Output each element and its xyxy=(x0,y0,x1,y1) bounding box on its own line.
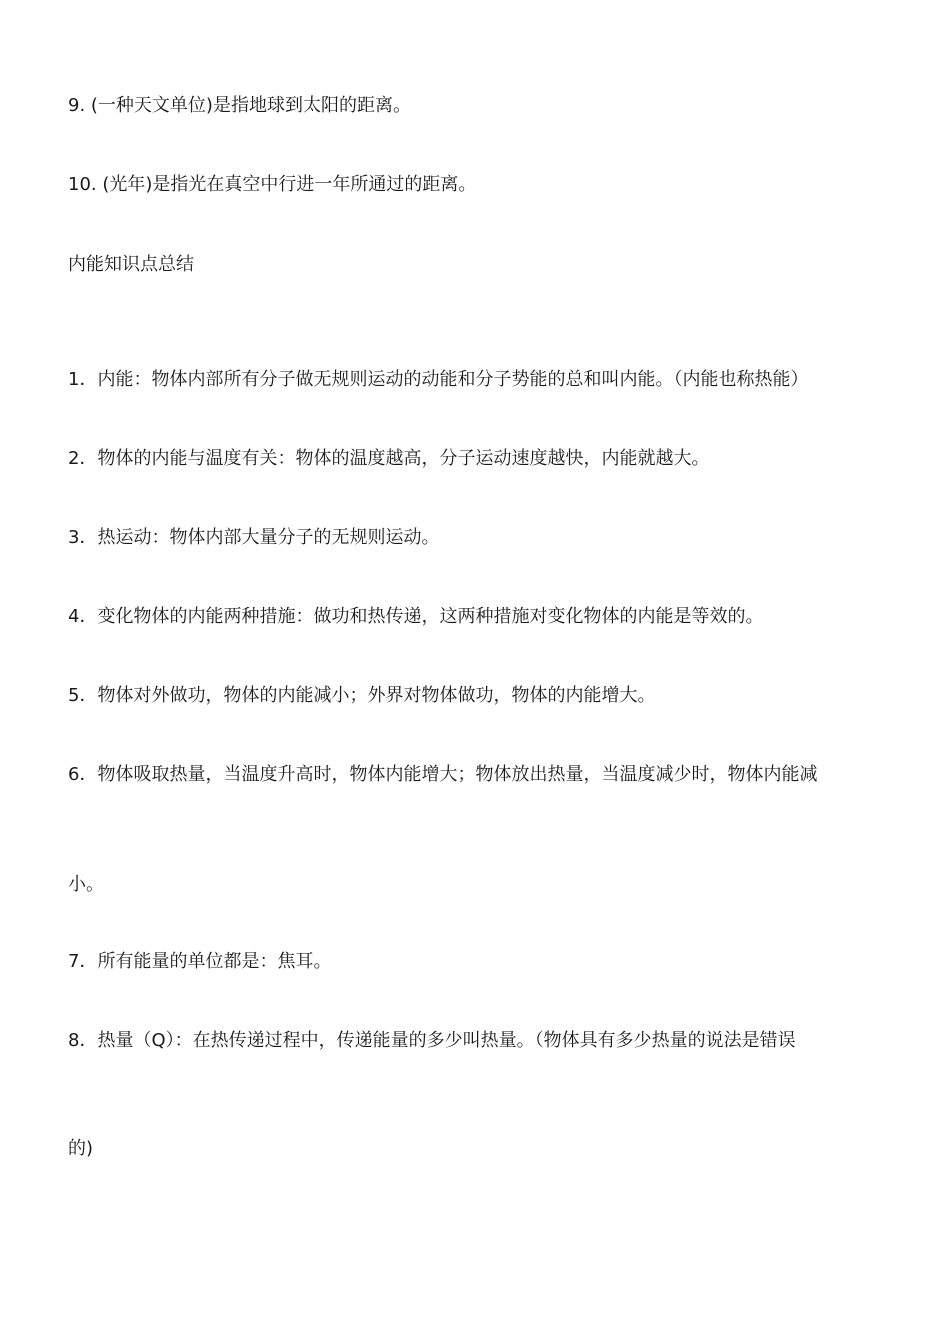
point-3-thermal-motion: 3．热运动：物体内部大量分子的无规则运动。 xyxy=(68,527,440,548)
point-6-continuation: 小。 xyxy=(68,874,104,895)
item-9-astronomical-unit: 9. (一种天文单位)是指地球到太阳的距离。 xyxy=(68,95,411,116)
point-8-heat-quantity: 8．热量（Q）：在热传递过程中，传递能量的多少叫热量。（物体具有多少热量的说法是错误 xyxy=(68,1030,796,1051)
point-5-work: 5．物体对外做功，物体的内能减小；外界对物体做功，物体的内能增大。 xyxy=(68,685,656,706)
point-6-heat-absorb: 6．物体吸取热量，当温度升高时，物体内能增大；物体放出热量，当温度减少时，物体内能减 xyxy=(68,764,818,785)
item-10-light-year: 10. (光年)是指光在真空中行进一年所通过的距离。 xyxy=(68,174,477,195)
point-1-internal-energy: 1．内能：物体内部所有分子做无规则运动的动能和分子势能的总和叫内能。（内能也称热能） xyxy=(68,369,809,390)
point-8-continuation: 的) xyxy=(68,1138,94,1159)
point-2-temperature: 2．物体的内能与温度有关：物体的温度越高，分子运动速度越快，内能就越大。 xyxy=(68,448,710,469)
point-7-energy-unit: 7．所有能量的单位都是：焦耳。 xyxy=(68,951,332,972)
point-4-change-methods: 4．变化物体的内能两种措施：做功和热传递，这两种措施对变化物体的内能是等效的。 xyxy=(68,606,764,627)
section-heading: 内能知识点总结 xyxy=(68,254,194,275)
